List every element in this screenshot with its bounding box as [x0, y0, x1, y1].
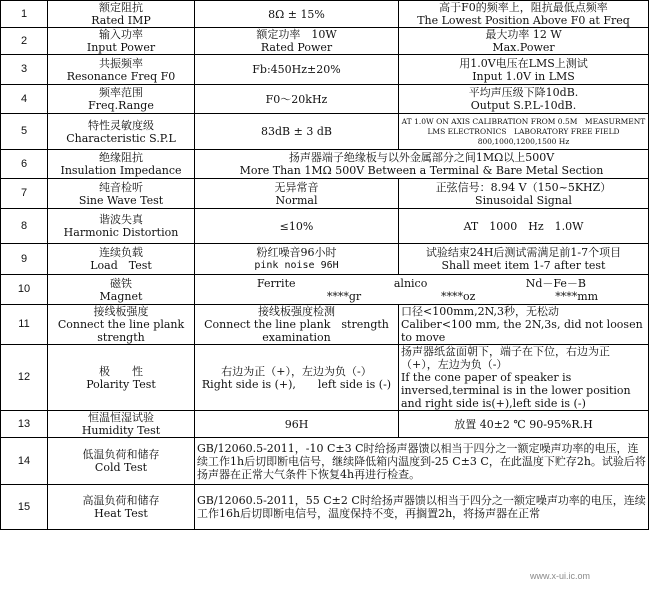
item-name	[48, 485, 195, 530]
cell-line: Connect the line plank strength	[204, 318, 389, 331]
cell-line: AT 1.0W ON AXIS CALIBRATION FROM 0.5M MEASURMENT	[401, 116, 646, 126]
cell-line: AT 1000 Hz 1.0W	[463, 219, 584, 233]
watermark: www.x-ui.ic.om	[529, 571, 590, 581]
cell-line: 无异常音	[274, 180, 319, 194]
row-number: 4	[1, 85, 48, 114]
item-name-cn: 绝缘阻抗	[99, 151, 143, 164]
spec-value	[195, 28, 399, 55]
table-row	[1, 438, 649, 485]
row-number: 5	[1, 114, 48, 150]
cell-line: F0～20kHz	[265, 92, 328, 106]
item-name-cn: 低温负荷和储存	[82, 448, 160, 461]
item-name	[48, 179, 195, 209]
spec-value	[195, 411, 399, 438]
spec-condition	[399, 179, 649, 209]
spec-value	[195, 85, 399, 114]
magnet-unit: ****gr	[326, 289, 362, 303]
cell-line: ≤10%	[279, 219, 314, 233]
cell-line: 右边为正（+），左边为负（-）	[221, 364, 372, 378]
table-row	[1, 28, 649, 55]
item-name-en: Resonance Freq F0	[66, 69, 176, 83]
spec-value	[195, 244, 399, 275]
row-number: 9	[1, 244, 48, 275]
item-name-en: Cold Test	[94, 461, 148, 474]
item-name-cn: 磁铁	[110, 276, 132, 290]
item-name	[48, 1, 195, 28]
row-number: 13	[1, 411, 48, 438]
cell-line: 额定功率 10W	[256, 28, 337, 41]
row-number: 7	[1, 179, 48, 209]
spec-value	[195, 1, 399, 28]
item-name-cn: 特性灵敏度级	[88, 118, 154, 132]
spec-value	[195, 114, 399, 150]
cell-line: 扬声器端子绝缘板与以外金属部分之间1MΩ以上500V	[288, 151, 555, 164]
cell-line: Fb:450Hz±20%	[252, 63, 341, 76]
spec-table-body	[1, 1, 649, 530]
item-name-en: Magnet	[99, 289, 143, 303]
cell-line: 扬声器纸盆面朝下，端子在下位，右边为正（+），左边为负（-）	[401, 345, 610, 371]
table-row	[1, 411, 649, 438]
spec-condition	[399, 411, 649, 438]
table-row	[1, 179, 649, 209]
cell-line: Output S.P.L-10dB.	[470, 99, 577, 112]
item-name-cn: 额定阻抗	[99, 1, 143, 14]
magnet-type: alnico	[393, 276, 428, 290]
spec-condition	[399, 114, 649, 150]
item-name-cn: 输入功率	[99, 28, 143, 41]
item-name	[48, 114, 195, 150]
cell-line: 粉红噪音96小时	[256, 246, 337, 259]
item-name-cn: 高温负荷和储存	[82, 494, 160, 507]
item-name	[48, 209, 195, 244]
item-name-cn: 连续负载	[99, 246, 143, 259]
cell-line: 接线板强度检测	[258, 305, 335, 318]
spec-condition	[399, 345, 649, 411]
cell-line: If the cone paper of speaker is inversed,terminal is in the lower position and right side is(+),left side is (-)	[401, 371, 631, 410]
spec-condition	[399, 85, 649, 114]
item-name-en: Humidity Test	[81, 424, 161, 437]
magnet-type: Ferrite	[257, 276, 296, 290]
cell-line: 96H	[284, 417, 309, 431]
item-name	[48, 345, 195, 411]
spec-condition	[399, 28, 649, 55]
magnet-unit: ****mm	[555, 289, 599, 303]
spec-description	[195, 150, 649, 179]
magnet-units	[197, 290, 646, 303]
cell-line: Max.Power	[492, 41, 555, 54]
cell-line: 放置 40±2 ℃ 90-95%R.H	[454, 417, 593, 431]
cell-line: Sinusoidal Signal	[475, 193, 572, 207]
table-row	[1, 485, 649, 530]
cell-line: 8Ω ± 15%	[268, 7, 325, 21]
row-number: 11	[1, 305, 48, 345]
item-name-en: Heat Test	[94, 507, 148, 520]
cell-line: Normal	[275, 193, 318, 207]
item-name-en: Load Test	[90, 259, 152, 272]
spec-condition	[399, 305, 649, 345]
cell-line: 800,1000,1200,1500 Hz	[477, 136, 570, 146]
table-row	[1, 55, 649, 85]
table-row	[1, 275, 649, 305]
item-name-cn: 共振频率	[99, 56, 143, 70]
row-number: 1	[1, 1, 48, 28]
magnet-type: Nd－Fe－B	[525, 276, 586, 290]
item-name-cn: 恒温恒湿试验	[88, 411, 154, 424]
item-name	[48, 411, 195, 438]
row-number: 8	[1, 209, 48, 244]
cell-line: pink noise 96H	[254, 260, 339, 271]
item-name-en: Polarity Test	[86, 377, 156, 391]
cell-line: Caliber<100 mm, the 2N,3s, did not loosen to move	[401, 318, 643, 344]
spec-condition	[399, 1, 649, 28]
row-number: 14	[1, 438, 48, 485]
cell-line: GB/12060.5-2011，-10 C±3 C时给扬声器馈以相当于四分之一额定噪声功率的电压，连续工作1h后切即断电信号，继续降低箱内温度到-25 C±3 C，在此温度下贮存2h。试验后将扬声器在正常大气条件下恢复4h再进行检查。	[197, 441, 646, 481]
item-name	[48, 28, 195, 55]
item-name-cn: 谐波失真	[99, 213, 143, 226]
item-name	[48, 150, 195, 179]
item-name-cn: 接线板强度	[93, 305, 149, 318]
row-number: 3	[1, 55, 48, 85]
item-name	[48, 438, 195, 485]
spec-value	[195, 179, 399, 209]
magnet-types	[197, 277, 646, 290]
item-name-en: Input Power	[86, 41, 156, 54]
cell-line: Input 1.0V in LMS	[472, 69, 575, 83]
cell-line: 口径<100mm,2N,3秒，无松动	[401, 305, 559, 318]
table-row	[1, 209, 649, 244]
spec-value	[195, 209, 399, 244]
magnet-unit: ****oz	[441, 289, 476, 303]
spec-description	[195, 438, 649, 485]
spec-condition	[399, 209, 649, 244]
magnet-options	[195, 275, 649, 305]
item-name-en: Freq.Range	[88, 99, 154, 112]
item-name-en: Sine Wave Test	[78, 193, 164, 207]
row-number: 6	[1, 150, 48, 179]
table-row	[1, 1, 649, 28]
cell-line: 83dB ± 3 dB	[261, 125, 332, 138]
cell-line: 用1.0V电压在LMS上测试	[459, 56, 588, 70]
cell-line: LMS ELECTRONICS LABORATORY FREE FIELD	[427, 126, 620, 136]
cell-line: Rated Power	[260, 41, 333, 54]
cell-line: 试验结束24H后测试需满足前1-7个项目	[425, 246, 622, 259]
table-row	[1, 150, 649, 179]
cell-line: 正弦信号：8.94 V（150~5KHZ）	[435, 180, 612, 194]
item-name	[48, 305, 195, 345]
table-row	[1, 85, 649, 114]
spec-value	[195, 305, 399, 345]
item-name-en: Insulation Impedance	[60, 164, 182, 177]
row-number: 10	[1, 275, 48, 305]
cell-line: Right side is (+), left side is (-)	[201, 377, 392, 391]
row-number: 2	[1, 28, 48, 55]
spec-description	[195, 485, 649, 530]
table-row	[1, 114, 649, 150]
spec-value	[195, 55, 399, 85]
cell-line: 最大功率 12 W	[485, 28, 562, 41]
row-number: 12	[1, 345, 48, 411]
item-name	[48, 244, 195, 275]
item-name-cn: 极 性	[99, 364, 143, 378]
item-name-en: Characteristic S.P.L	[66, 131, 176, 145]
cell-line: More Than 1MΩ 500V Between a Terminal & Bare Metal Section	[239, 164, 604, 177]
row-number: 15	[1, 485, 48, 530]
item-name-en: Harmonic Distortion	[63, 226, 179, 239]
spec-condition	[399, 244, 649, 275]
item-name	[48, 85, 195, 114]
spec-condition	[399, 55, 649, 85]
cell-line: GB/12060.5-2011，55 C±2 C时给扬声器馈以相当于四分之一额定噪声功率的电压，连续工作16h后切即断电信号，温度保持不变，再搁置2h，将扬声器在正常	[197, 494, 646, 520]
cell-line: examination	[262, 331, 331, 344]
item-name	[48, 55, 195, 85]
cell-line: 高于F0的频率上，阻抗最低点频率	[439, 1, 608, 14]
spec-value	[195, 345, 399, 411]
cell-line: The Lowest Position Above F0 at Freq	[417, 14, 630, 27]
table-row	[1, 345, 649, 411]
item-name-en: Rated IMP	[91, 14, 151, 27]
table-row	[1, 244, 649, 275]
item-name-cn: 频率范围	[99, 86, 143, 99]
cell-line: 平均声压级下降10dB.	[468, 86, 579, 99]
item-name-en: Connect the line plank strength	[57, 318, 185, 344]
item-name-cn: 纯音检听	[99, 180, 143, 194]
table-row	[1, 305, 649, 345]
item-name	[48, 275, 195, 305]
cell-line: Shall meet item 1-7 after test	[441, 259, 606, 272]
